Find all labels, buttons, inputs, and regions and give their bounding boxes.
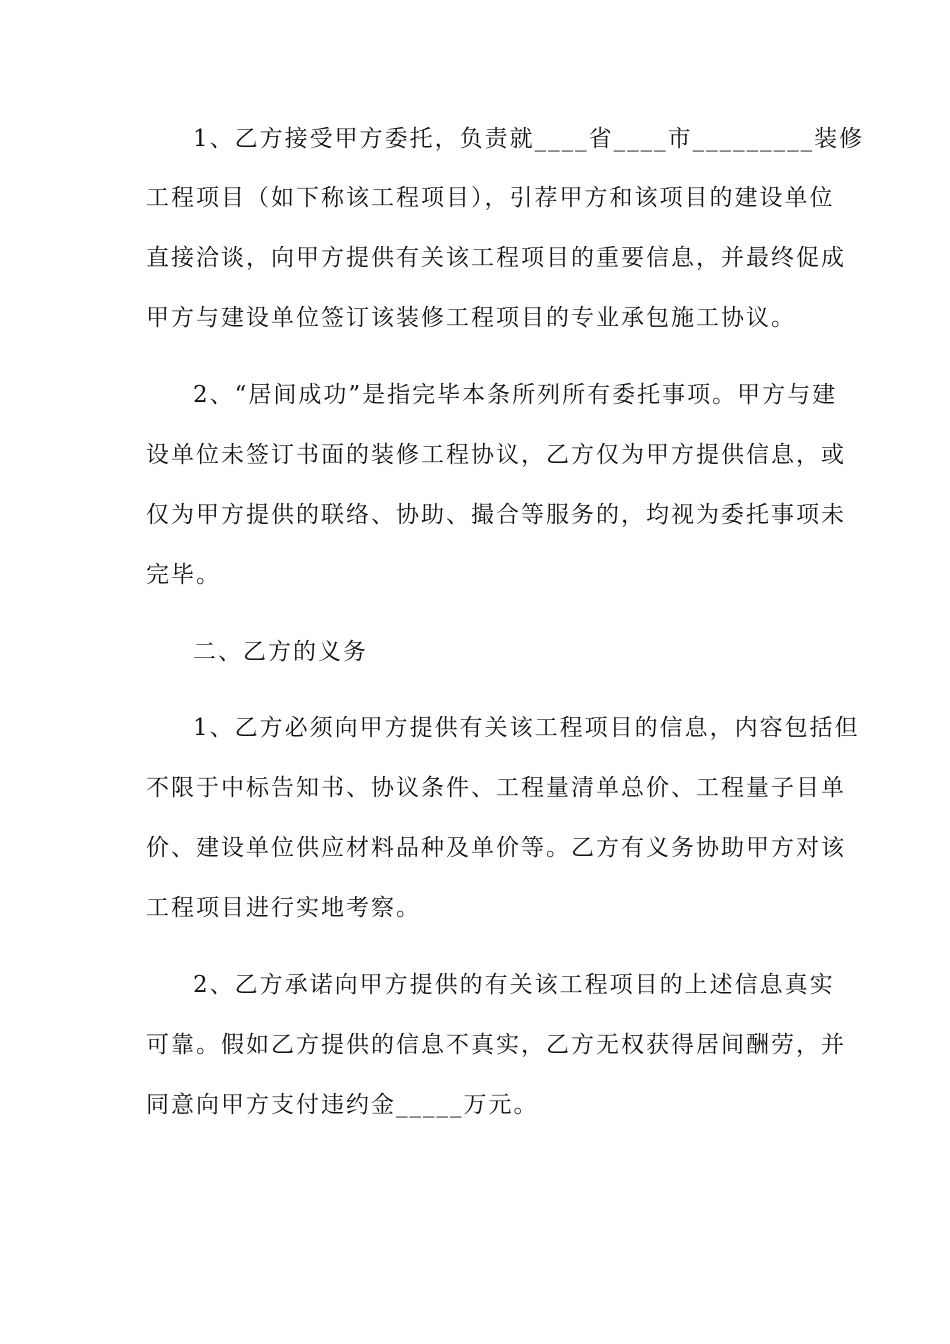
paragraph-3-line-3: 价、建设单位供应材料品种及单价等。乙方有义务协助甲方对该 [146, 835, 846, 861]
paragraph-1-line-4: 甲方与建设单位签订该装修工程项目的专业承包施工协议。 [146, 305, 796, 331]
paragraph-2-line-3: 仅为甲方提供的联络、协助、撮合等服务的，均视为委托事项未 [146, 502, 846, 528]
paragraph-2-line-4: 完毕。 [146, 562, 221, 588]
paragraph-2-line-1: 2、“居间成功”是指完毕本条所列所有委托事项。甲方与建 [193, 382, 838, 408]
section-heading: 二、乙方的义务 [193, 639, 368, 665]
paragraph-2-line-2: 设单位未签订书面的装修工程协议，乙方仅为甲方提供信息，或 [146, 442, 846, 468]
paragraph-4-line-2: 可靠。假如乙方提供的信息不真实，乙方无权获得居间酬劳，并 [146, 1032, 846, 1058]
paragraph-4-line-1: 2、乙方承诺向甲方提供的有关该工程项目的上述信息真实 [193, 972, 835, 998]
paragraph-3-line-1: 1、乙方必须向甲方提供有关该工程项目的信息，内容包括但 [193, 715, 860, 741]
paragraph-1-line-2: 工程项目（如下称该工程项目），引荐甲方和该项目的建设单位 [146, 185, 835, 211]
paragraph-3-line-2: 不限于中标告知书、协议条件、工程量清单总价、工程量子目单 [146, 775, 846, 801]
paragraph-3-line-4: 工程项目进行实地考察。 [146, 895, 421, 921]
paragraph-1-line-1: 1、乙方接受甲方委托，负责就____省____市_________装修 [193, 126, 865, 152]
paragraph-1-line-3: 直接洽谈，向甲方提供有关该工程项目的重要信息，并最终促成 [146, 245, 846, 271]
paragraph-4-line-3: 同意向甲方支付违约金_____万元。 [146, 1092, 539, 1118]
